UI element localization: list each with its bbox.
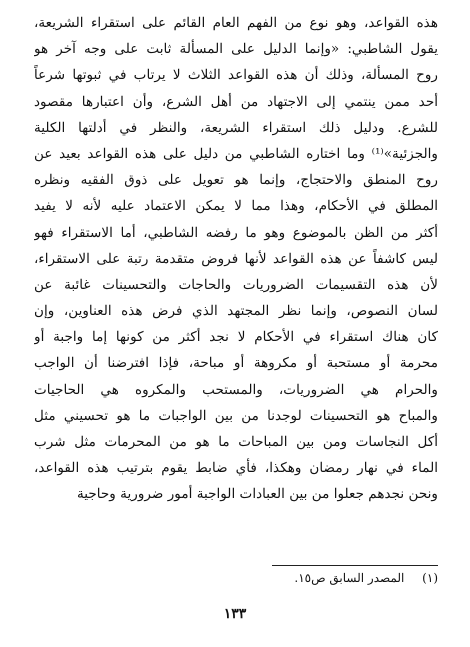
footnote-text: المصدر السابق ص١٥.: [294, 571, 405, 585]
text-line: روح المسألة، وذلك أن هذه القواعد الثلاث لا يرتاب في ثبوتها شرعاً: [34, 67, 438, 84]
text-line: أحد ممن ينتمي إلى الاجتهاد من أهل الشرع، وأن اعتبارها مقصود: [34, 93, 438, 110]
text-line: لسان النصوص، وإنما نظر المجتهد الذي فرض هذه العناوين، وإن: [34, 303, 438, 320]
text-line: المطلق في الأحكام، وهذا مما لا يمكن الاعتماد عليه لأنه لا يفيد: [34, 198, 438, 215]
text-line: لأن هذه التقسيمات الضروريات والحاجات والتحسينات غائبة عن: [34, 276, 438, 293]
text-line: هذه القواعد، وهو نوع من الفهم العام القائم على استقراء الشريعة،: [34, 15, 438, 31]
text-line: ليس كاشفاً عن هذه القواعد لأنها فروض متقدمة رتبة على الاستقراء،: [34, 250, 438, 267]
text-line: والجزئية»⁽¹⁾ وما اختاره الشاطبي من دليل على هذه القواعد بعيد عن: [34, 145, 438, 162]
text-line: روح المنطق والاحتجاج، وإنما هو تعويل على ذوق الفقيه ونظره: [34, 172, 438, 189]
footnote: [34, 571, 438, 585]
page-number: ١٣٣: [223, 606, 247, 622]
footnote-separator: [272, 565, 438, 566]
text-line: أكثر من الظن بالموضوع وهو ما رفضه الشاطبي، أما الاستقراء فهو: [34, 224, 438, 241]
footnote-number: (١): [422, 571, 438, 585]
text-line: ونحن نجدهم جعلوا من بين العبادات الواجبة أمور ضرورية وحاجية: [76, 486, 438, 503]
text-line: والمباح هو التحسينات لوجدنا من بين الواجبات ما هو تحسيني مثل: [34, 407, 438, 424]
body-text: [34, 10, 438, 508]
text-line: محرمة أو مستحبة أو مكروهة أو مباحة، فإذا افترضنا أن الواجب: [34, 355, 438, 372]
text-line: كان هناك استقراء في الأحكام لا نجد أكثر من كونها إما واجبة أو: [34, 329, 438, 346]
text-line: والحرام هي الضروريات، والمستحب والمكروه هي الحاجيات: [34, 381, 438, 398]
text-line: يقول الشاطبي: «وإنما الدليل على المسألة ثابت على وجه آخر هو: [34, 41, 438, 58]
text-line: الماء في نهار رمضان وهكذا، فأي ضابط يقوم بترتيب هذه القواعد،: [34, 460, 438, 477]
text-line: للشرع. ودليل ذلك استقراء الشريعة، والنظر في أدلتها الكلية: [34, 119, 438, 136]
text-line: أكل النجاسات ومن بين المباحات ما هو من المحرمات مثل شرب: [34, 434, 438, 450]
